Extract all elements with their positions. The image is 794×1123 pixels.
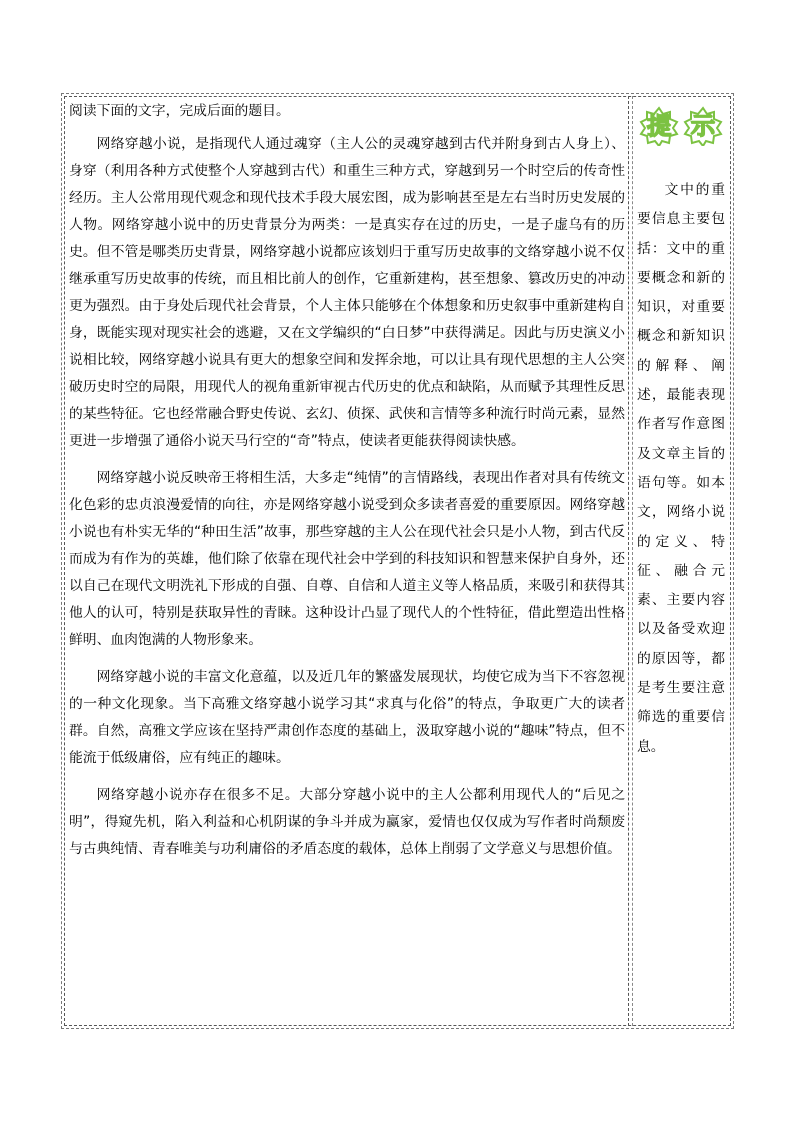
tip-badge-label-2: 示: [691, 112, 715, 140]
paragraph-1: 网络穿越小说，是指现代人通过魂穿（主人公的灵魂穿越到古代并附身到古人身上）、身穿（利用各种方式使整个人穿越到古代）和重生三种方式，穿越到另一个时空后的传奇性经历。主人公常用现代观念和现代技术手段大展宏图，成为影响甚至是左右当时历史发展的人物。网络穿越小说中的历史背景分为两类：一是真实存在过的历史，一是子虚乌有的历史。但不管是哪类历史背景，网络穿越小说都应该划归于重写历史故事的文络穿越小说不仅继承重写历史故事的传统，而且相比前人的创作，它重新建构，甚至想象、篡改历史的冲动更为强烈。由于身处后现代社会背景，个人主体只能够在个体想象和历史叙事中重新建构自身，既能实现对现实社会的逃避，又在文学编织的“白日梦”中获得满足。因此与历史演义小说相比较，网络穿越小说具有更大的想象空间和发挥余地，可以让具有现代思想的主人公突破历史时空的局限，用现代人的视角重新审视古代历史的优点和缺陷，从而赋予其理性反思的某些特征。它也经常融合野史传说、玄幻、侦探、武侠和言情等多种流行时尚元素，显然更进一步增强了通俗小说天马行空的“奇”特点，使读者更能获得阅读快感。: [69, 136, 625, 449]
column-divider: [628, 96, 629, 1026]
tip-badge-label-1: 提: [647, 112, 671, 140]
paragraph-2: 网络穿越小说反映帝王将相生活，大多走“纯情”的言情路线，表现出作者对具有传统文化色彩的忠贞浪漫爱情的向往，亦是网络穿越小说受到众多读者喜爱的重要原因。网络穿越小说也有朴实无华的“种田生活”故事，那些穿越的主人公在现代社会只是小人物，到古代反而成为有作为的英雄，他们除了依靠在现代社会中学到的科技知识和智慧来保护自身外，还以自己在现代文明洗礼下形成的自强、自尊、自信和人道主义等人格品质，来吸引和获得其他人的认可，特别是获取异性的青睐。这种设计凸显了现代人的个性特征，借此塑造出性格鲜明、血肉饱满的人物形象来。: [69, 470, 625, 648]
tip-badge-char-2: [683, 106, 723, 146]
tip-note: 文中的重要信息主要包括：文中的重要概念和新的知识，对重要概念和新知识的解释、阐述，最能表现作者写作意图及文章主旨的语句等。如本文，网络小说的定义、特征、融合元素、主要内容以及备受欢迎的原因等，都是考生要注意筛选的重要信息。: [637, 182, 725, 755]
tip-sidebar: [634, 106, 728, 762]
column-divider-inner: [632, 96, 633, 1026]
paragraph-3: 网络穿越小说的丰富文化意蕴，以及近几年的繁盛发展现状，均使它成为当下不容忽视的一种文化现象。当下高雅文络穿越小说学习其“求真与化俗”的特点，争取更广大的读者群。自然，高雅文学应该在坚持严肃创作态度的基础上，汲取穿越小说的“趣味”特点，但不能流于低级庸俗，应有纯正的趣味。: [69, 669, 625, 766]
tip-badge-char-1: [639, 106, 679, 146]
main-text-column: [69, 98, 625, 873]
tip-badge: [634, 106, 728, 146]
instruction-text: 阅读下面的文字，完成后面的题目。: [69, 103, 290, 119]
paragraph-4: 网络穿越小说亦存在很多不足。大部分穿越小说中的主人公都利用现代人的“后见之明”，得窥先机，陷入利益和心机阴谋的争斗并成为赢家，爱情也仅仅成为写作者时尚颓废与古典纯情、青春唯美与功利庸俗的矛盾态度的载体，总体上削弱了文学意义与思想价值。: [69, 787, 625, 857]
